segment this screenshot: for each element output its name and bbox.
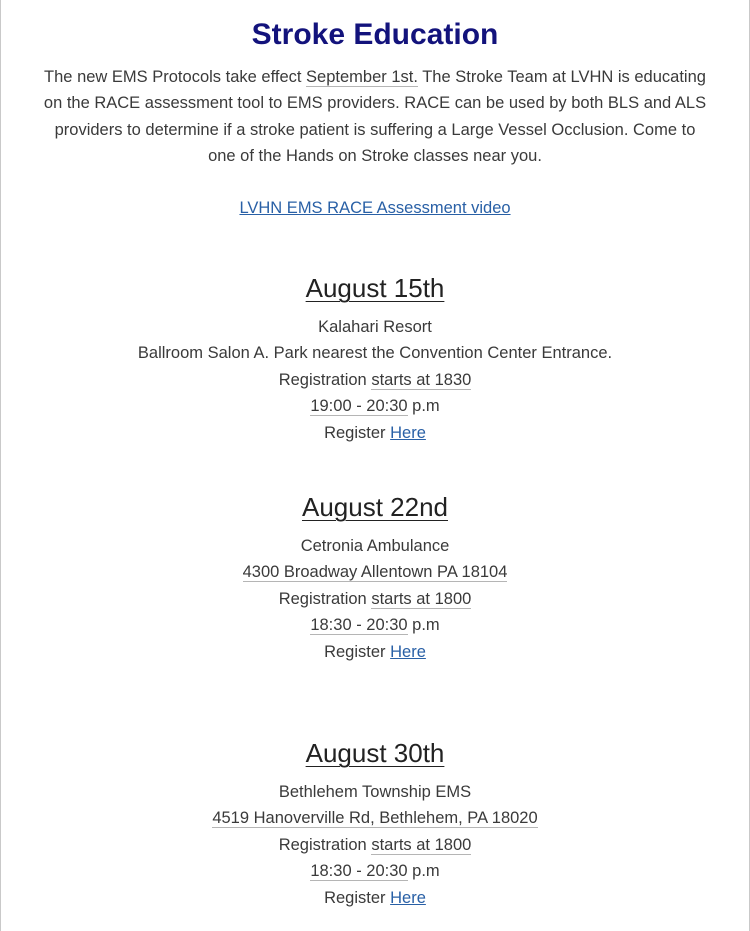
page-title: Stroke Education — [251, 18, 499, 51]
event-august-15 — [0, 271, 750, 446]
intro-text-rest: The Stroke Team at LVHN is educating on the RACE assessment tool to EMS providers. RACE can be used by both BLS and ALS providers to determine if a stroke patient is suffering a Large Vessel Occlusion. Come to one of the Hands on Stroke classes near you. — [43, 68, 707, 165]
event-register-row — [0, 420, 750, 446]
event-location: Ballroom Salon A. Park nearest the Convention Center Entrance. — [137, 344, 613, 363]
intro-date-link[interactable]: September 1st. — [306, 68, 418, 86]
event-date: August 30th — [305, 738, 445, 768]
intro-paragraph — [40, 64, 710, 169]
event-details — [0, 779, 750, 911]
register-here-link[interactable]: Here — [390, 423, 426, 442]
event-registration — [0, 832, 750, 858]
registration-prefix: Registration — [278, 835, 372, 854]
event-august-22 — [0, 490, 750, 665]
event-registration — [0, 586, 750, 612]
event-location — [0, 805, 750, 831]
register-here-link[interactable]: Here — [390, 642, 426, 661]
event-time-link[interactable]: 19:00 - 20:30 — [310, 397, 408, 416]
event-venue: Bethlehem Township EMS — [278, 783, 472, 801]
event-time-row — [0, 393, 750, 419]
event-venue: Kalahari Resort — [318, 318, 432, 336]
registration-time-link[interactable]: starts at 1800 — [371, 589, 472, 608]
event-time-link[interactable]: 18:30 - 20:30 — [310, 862, 408, 881]
registration-prefix: Registration — [278, 370, 372, 389]
register-prefix: Register — [324, 642, 391, 661]
register-prefix: Register — [324, 423, 391, 442]
register-here-link[interactable]: Here — [390, 888, 426, 907]
event-date: August 15th — [305, 273, 445, 303]
event-time-link[interactable]: 18:30 - 20:30 — [310, 616, 408, 635]
video-link-row — [0, 196, 750, 220]
intro-text-start: The new EMS Protocols take effect — [44, 68, 307, 86]
registration-prefix: Registration — [278, 589, 372, 608]
event-time-row — [0, 858, 750, 884]
race-video-link[interactable]: LVHN EMS RACE Assessment video — [239, 199, 511, 217]
event-details — [0, 533, 750, 665]
event-time-suffix: p.m — [407, 397, 440, 416]
event-time-suffix: p.m — [407, 616, 440, 635]
registration-time-link[interactable]: starts at 1830 — [371, 370, 472, 389]
event-address-link[interactable]: 4519 Hanoverville Rd, Bethlehem, PA 18020 — [212, 809, 538, 828]
event-time-suffix: p.m — [407, 862, 440, 881]
event-register-row — [0, 885, 750, 911]
event-date: August 22nd — [301, 492, 448, 522]
event-register-row — [0, 639, 750, 665]
register-prefix: Register — [324, 888, 391, 907]
event-location — [0, 559, 750, 585]
event-venue: Cetronia Ambulance — [300, 537, 450, 555]
registration-time-link[interactable]: starts at 1800 — [371, 835, 472, 854]
event-time-row — [0, 612, 750, 638]
event-details — [0, 314, 750, 446]
event-address-link[interactable]: 4300 Broadway Allentown PA 18104 — [242, 563, 508, 582]
event-august-30 — [0, 736, 750, 911]
event-registration — [0, 367, 750, 393]
